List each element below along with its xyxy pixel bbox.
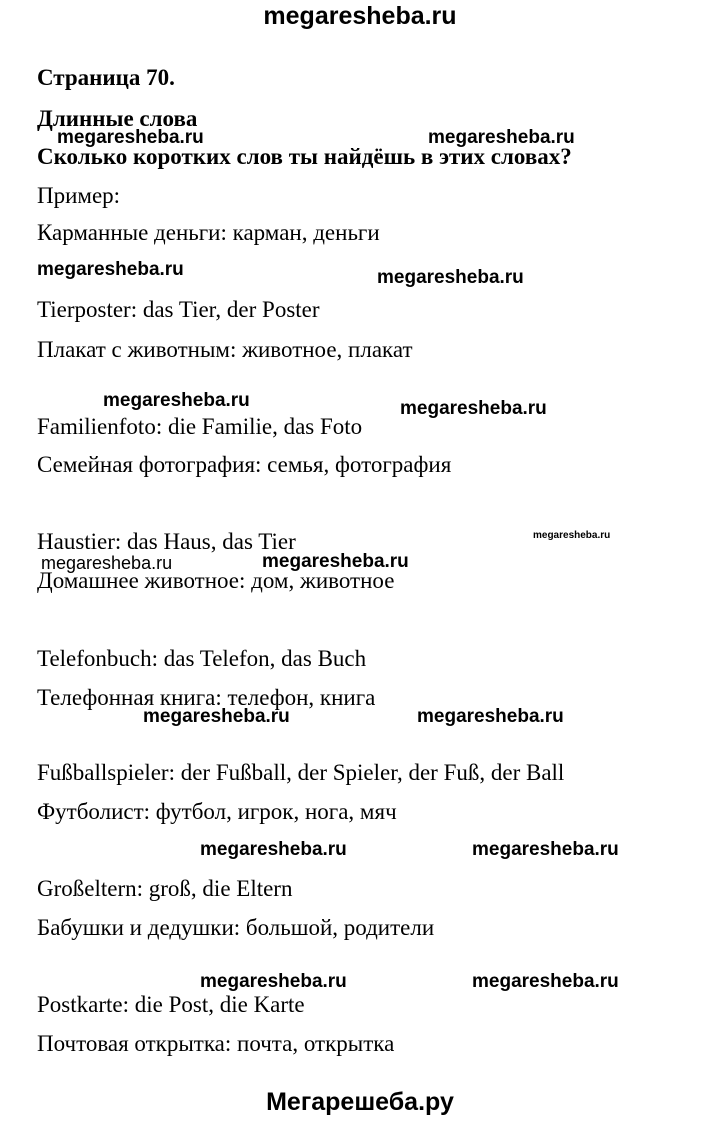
watermark: megaresheba.ru [103,390,250,411]
answer-line: Großeltern: groß, die Eltern [37,876,293,901]
watermark: megaresheba.ru [533,530,611,541]
answer-line: Телефонная книга: телефон, книга [37,685,376,710]
watermark: megaresheba.ru [200,839,347,860]
watermark: megaresheba.ru [400,398,547,419]
answer-line: Плакат с животным: животное, плакат [37,337,413,362]
answer-line: Бабушки и дедушки: большой, родители [37,915,435,940]
watermark: megaresheba.ru [472,971,619,992]
answer-line: Семейная фотография: семья, фотография [37,452,452,477]
answer-line: Карманные деньги: карман, деньги [37,220,380,245]
footer-site-name: Мегарешеба.ру [266,1088,454,1116]
answer-line: Telefonbuch: das Telefon, das Buch [37,646,367,671]
answer-line: Tierposter: das Tier, der Poster [37,297,320,322]
answer-line: Fußballspieler: der Fußball, der Spieler, der Fuß, der Ball [37,760,565,785]
watermark: megaresheba.ru [57,127,204,148]
watermark: megaresheba.ru [262,551,409,572]
section-title: Длинные слова [37,106,198,131]
watermark: megaresheba.ru [377,267,524,288]
answer-line: Postkarte: die Post, die Karte [37,992,305,1017]
answer-line: Familienfoto: die Familie, das Foto [37,414,363,439]
answer-line: Почтовая открытка: почта, открытка [37,1031,395,1056]
watermark: megaresheba.ru [428,127,575,148]
answer-line: Haustier: das Haus, das Tier [37,529,296,554]
example-label: Пример: [37,183,121,208]
watermark: megaresheba.ru [417,706,564,727]
watermark: megaresheba.ru [41,553,173,573]
answer-line: Домашнее животное: дом, животное [37,568,395,593]
watermark: megaresheba.ru [472,839,619,860]
header-site-name: megaresheba.ru [263,2,457,30]
watermark: megaresheba.ru [37,259,184,280]
watermark: megaresheba.ru [200,971,347,992]
page-heading: Страница 70. [37,65,175,90]
task-question: Сколько коротких слов ты найдёшь в этих словах? [37,144,572,169]
watermark: megaresheba.ru [143,706,290,727]
answer-line: Футболист: футбол, игрок, нога, мяч [37,799,397,824]
